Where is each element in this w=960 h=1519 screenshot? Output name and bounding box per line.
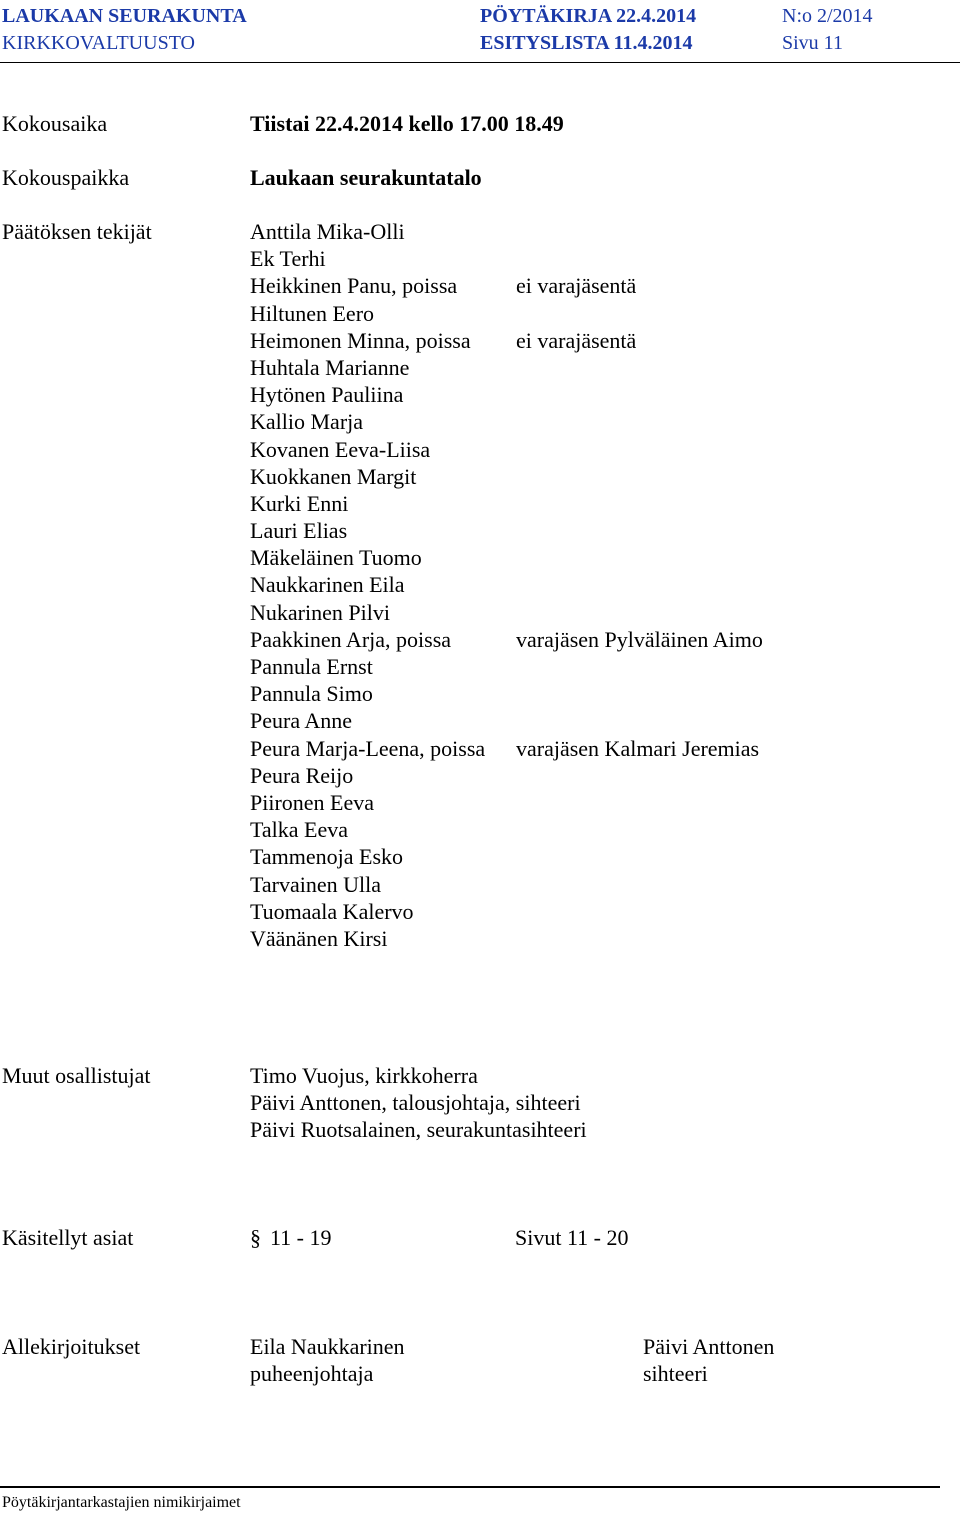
member-name: Tarvainen Ulla xyxy=(250,871,382,897)
others-label: Muut osallistujat xyxy=(2,1063,151,1088)
meeting-time-label: Kokousaika xyxy=(2,111,108,136)
others-line: Päivi Ruotsalainen, seurakuntasihteeri xyxy=(250,1117,587,1142)
member-name: Peura Anne xyxy=(250,708,353,734)
doc-title-agenda: ESITYSLISTA 11.4.2014 xyxy=(480,32,693,54)
member-name: Kuokkanen Margit xyxy=(250,463,417,489)
decision-makers-label: Päätöksen tekijät xyxy=(2,219,152,244)
secretary-name: Päivi Anttonen xyxy=(643,1334,775,1359)
others-line: Timo Vuojus, kirkkoherra xyxy=(250,1063,478,1088)
member-name: Lauri Elias xyxy=(250,518,348,544)
org-name: LAUKAAN SEURAKUNTA xyxy=(2,5,247,27)
member-name: Anttila Mika-Olli xyxy=(250,219,405,244)
footer-label: Pöytäkirjantarkastajien nimikirjaimet xyxy=(2,1494,241,1511)
meeting-place-value: Laukaan seurakuntatalo xyxy=(250,165,482,190)
section-symbol: § xyxy=(250,1225,261,1250)
member-name: Heikkinen Panu, poissa xyxy=(250,273,458,299)
member-name: Pannula Ernst xyxy=(250,654,373,679)
meeting-place-label: Kokouspaikka xyxy=(2,165,130,190)
doc-number: N:o 2/2014 xyxy=(782,5,873,27)
member-name: Heimonen Minna, poissa xyxy=(250,327,471,353)
header-divider xyxy=(0,62,960,63)
items-range: 11 - 19 xyxy=(270,1225,332,1250)
member-name: Tammenoja Esko xyxy=(250,844,404,870)
items-pages: Sivut 11 - 20 xyxy=(515,1225,629,1250)
member-name: Nukarinen Pilvi xyxy=(250,599,390,625)
member-note: varajäsen Kalmari Jeremias xyxy=(516,735,760,761)
member-name: Huhtala Marianne xyxy=(250,354,410,380)
member-name: Väänänen Kirsi xyxy=(250,925,388,951)
doc-title-minutes: PÖYTÄKIRJA 22.4.2014 xyxy=(480,5,697,27)
member-note: ei varajäsentä xyxy=(516,273,637,299)
member-name: Piironen Eeva xyxy=(250,789,375,815)
items-label: Käsitellyt asiat xyxy=(2,1225,134,1250)
member-name: Talka Eeva xyxy=(250,817,349,843)
footer-divider xyxy=(0,1486,940,1488)
member-name: Tuomaala Kalervo xyxy=(250,898,414,924)
member-name: Hiltunen Eero xyxy=(250,300,375,326)
secretary-role: sihteeri xyxy=(643,1361,708,1386)
page-number: Sivu 11 xyxy=(782,32,843,54)
member-name: Pannula Simo xyxy=(250,681,373,707)
member-name: Peura Reijo xyxy=(250,762,354,788)
member-note: varajäsen Pylväläinen Aimo xyxy=(516,626,763,652)
member-name: Ek Terhi xyxy=(250,246,326,272)
member-name: Kallio Marja xyxy=(250,409,364,435)
chair-name: Eila Naukkarinen xyxy=(250,1334,405,1359)
meeting-time-value: Tiistai 22.4.2014 kello 17.00 18.49 xyxy=(250,111,564,136)
others-line: Päivi Anttonen, talousjohtaja, sihteeri xyxy=(250,1090,581,1115)
member-name: Hytönen Pauliina xyxy=(250,382,404,408)
member-note: ei varajäsentä xyxy=(516,327,637,353)
member-name: Naukkarinen Eila xyxy=(250,572,405,598)
member-name: Peura Marja-Leena, poissa xyxy=(250,735,486,761)
member-name: Mäkeläinen Tuomo xyxy=(250,545,422,571)
member-name: Kurki Enni xyxy=(250,490,349,516)
chair-role: puheenjohtaja xyxy=(250,1361,374,1386)
body-name: KIRKKOVALTUUSTO xyxy=(2,32,195,54)
member-name: Paakkinen Arja, poissa xyxy=(250,626,452,652)
signatures-label: Allekirjoitukset xyxy=(2,1334,141,1359)
member-name: Kovanen Eeva-Liisa xyxy=(250,436,431,462)
